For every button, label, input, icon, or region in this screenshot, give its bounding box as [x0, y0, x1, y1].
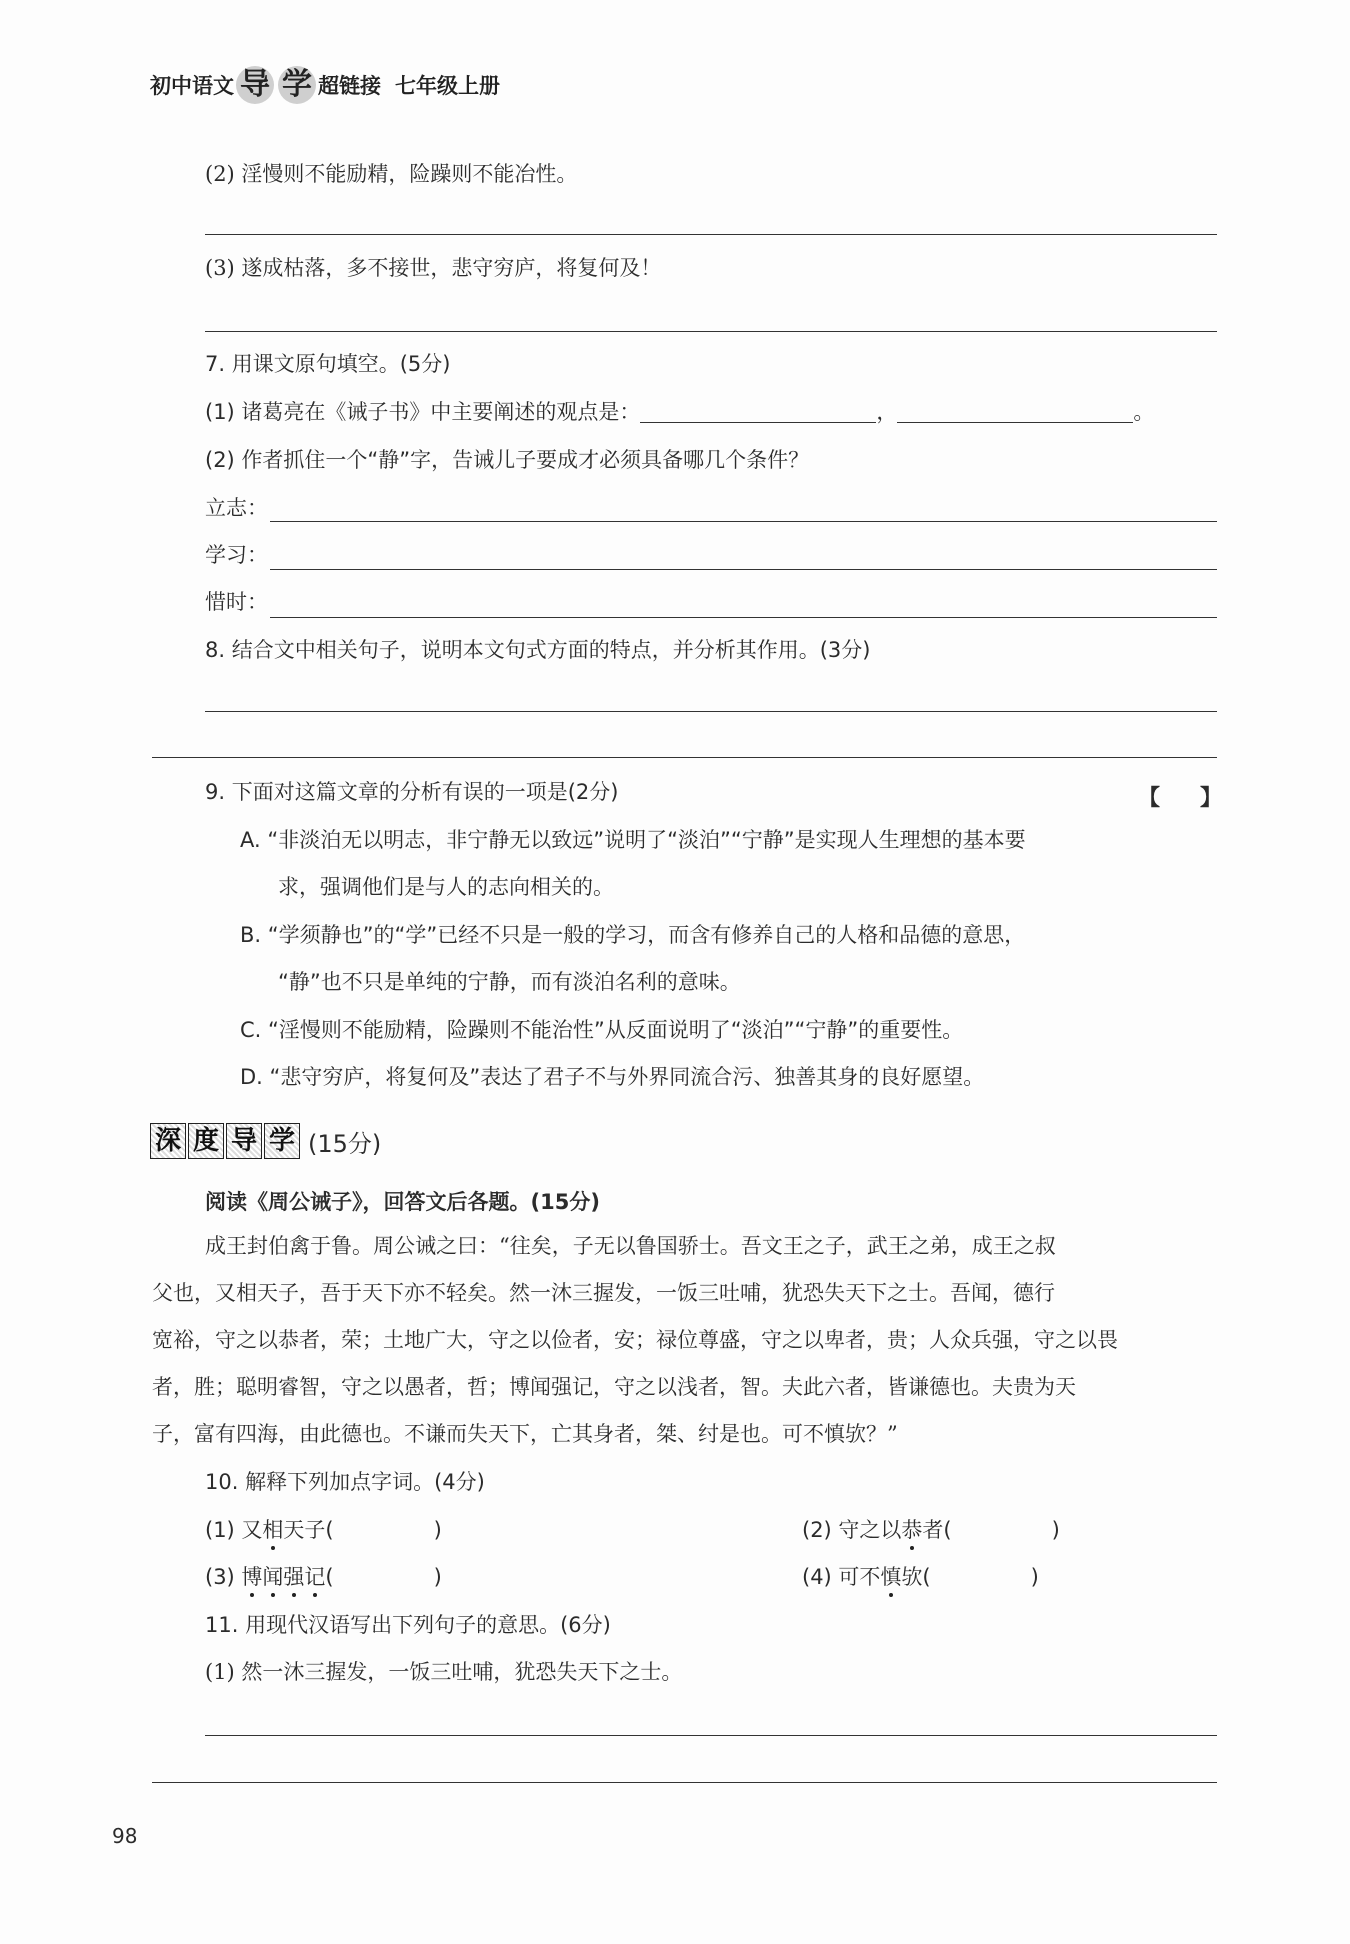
- q9-option-b-line-1: B. “学须静也”的“学”已经不只是一般的学习，而含有修养自己的人格和品德的意思，: [240, 923, 1026, 947]
- header-subtitle: 超链接: [318, 74, 381, 98]
- header-big-char-2: 学: [278, 66, 316, 104]
- q7-label-lizhi: 立志：: [205, 496, 268, 520]
- page-number: 98: [112, 1824, 138, 1848]
- header-grade: 七年级上册: [395, 74, 500, 98]
- passage-line: 者，胜；聪明睿智，守之以愚者，哲；博闻强记，守之以浅者，智。夫此六者，皆谦德也。夫贵为天: [152, 1375, 1076, 1399]
- answer-line[interactable]: [152, 1782, 1217, 1783]
- passage-line: 子，富有四海，由此德也。不谦而失天下，亡其身者，桀、纣是也。可不慎欤？”: [152, 1422, 898, 1446]
- section-title-char: 度: [188, 1123, 224, 1159]
- answer-line[interactable]: [270, 617, 1217, 618]
- blank-1[interactable]: [640, 422, 876, 423]
- section-title-char: 深: [150, 1123, 186, 1159]
- page-header: [150, 66, 500, 104]
- reading-title: 阅读《周公诫子》，回答文后各题。(15分): [205, 1190, 600, 1214]
- section-score: (15分): [308, 1129, 382, 1158]
- answer-line[interactable]: [205, 331, 1217, 332]
- section-title: [150, 1123, 381, 1159]
- header-series: 初中语文: [150, 74, 234, 98]
- q7-item-1: [205, 402, 1154, 423]
- passage-line: 成王封伯禽于鲁。周公诫之曰：“往矣，子无以鲁国骄士。吾文王之子，武王之弟，成王之叔: [205, 1234, 1056, 1258]
- answer-line[interactable]: [270, 569, 1217, 570]
- q9-option-a-line-2: 求，强调他们是与人的志向相关的。: [278, 875, 614, 899]
- answer-line[interactable]: [205, 711, 1217, 712]
- q10-item-1: (1) 又相天子( ): [205, 1518, 442, 1542]
- q10-item-4: (4) 可不慎欤( ): [802, 1565, 1039, 1589]
- q9-title: 9. 下面对这篇文章的分析有误的一项是(2分): [205, 780, 619, 804]
- answer-line[interactable]: [152, 757, 1217, 758]
- q10-item-2: (2) 守之以恭者( ): [802, 1518, 1060, 1542]
- answer-line[interactable]: [205, 1735, 1217, 1736]
- q6-item-3: (3) 遂成枯落，多不接世，悲守穷庐，将复何及！: [205, 256, 662, 280]
- answer-line[interactable]: [270, 521, 1217, 522]
- q7-item-2: (2) 作者抓住一个“静”字，告诫儿子要成才必须具备哪几个条件？: [205, 448, 810, 472]
- q7-item-1-end: 。: [1133, 400, 1155, 424]
- q8-title: 8. 结合文中相关句子，说明本文句式方面的特点，并分析其作用。(3分): [205, 638, 871, 662]
- blank-2[interactable]: [897, 422, 1133, 423]
- passage-line: 父也，又相天子，吾于天下亦不轻矣。然一沐三握发，一饭三吐哺，犹恐失天下之士。吾闻，德行: [152, 1281, 1055, 1305]
- q10-item-3: (3) 博闻强记( ): [205, 1565, 442, 1589]
- header-big-char-1: 导: [236, 66, 274, 104]
- q9-option-d: D. “悲守穷庐，将复何及”表达了君子不与外界同流合污、独善其身的良好愿望。: [240, 1065, 985, 1089]
- q7-item-1-text: (1) 诸葛亮在《诫子书》中主要阐述的观点是：: [205, 400, 641, 424]
- q9-option-b-line-2: “静”也不只是单纯的宁静，而有淡泊名利的意味。: [278, 970, 741, 994]
- answer-bracket-left: 【: [1138, 786, 1161, 811]
- q7-label-xishi: 惜时：: [205, 590, 268, 614]
- section-title-char: 导: [226, 1123, 262, 1159]
- answer-bracket-right: 】: [1200, 786, 1223, 811]
- q10-title: 10. 解释下列加点字词。(4分): [205, 1470, 485, 1494]
- q9-option-a-line-1: A. “非淡泊无以明志，非宁静无以致远”说明了“淡泊”“宁静”是实现人生理想的基本要: [240, 828, 1026, 852]
- q7-label-xuexi: 学习：: [205, 543, 268, 567]
- passage-line: 宽裕，守之以恭者，荣；土地广大，守之以俭者，安；禄位尊盛，守之以卑者，贵；人众兵强，守之以畏: [152, 1328, 1118, 1352]
- q11-item-1: (1) 然一沐三握发，一饭三吐哺，犹恐失天下之士。: [205, 1660, 683, 1684]
- q7-item-1-sep: ，: [876, 400, 898, 424]
- q7-title: 7. 用课文原句填空。(5分): [205, 352, 451, 376]
- q11-title: 11. 用现代汉语写出下列句子的意思。(6分): [205, 1613, 611, 1637]
- q9-option-c: C. “淫慢则不能励精，险躁则不能治性”从反面说明了“淡泊”“宁静”的重要性。: [240, 1018, 964, 1042]
- answer-line[interactable]: [205, 234, 1217, 235]
- q6-item-2: (2) 淫慢则不能励精，险躁则不能冶性。: [205, 162, 578, 186]
- section-title-char: 学: [264, 1123, 300, 1159]
